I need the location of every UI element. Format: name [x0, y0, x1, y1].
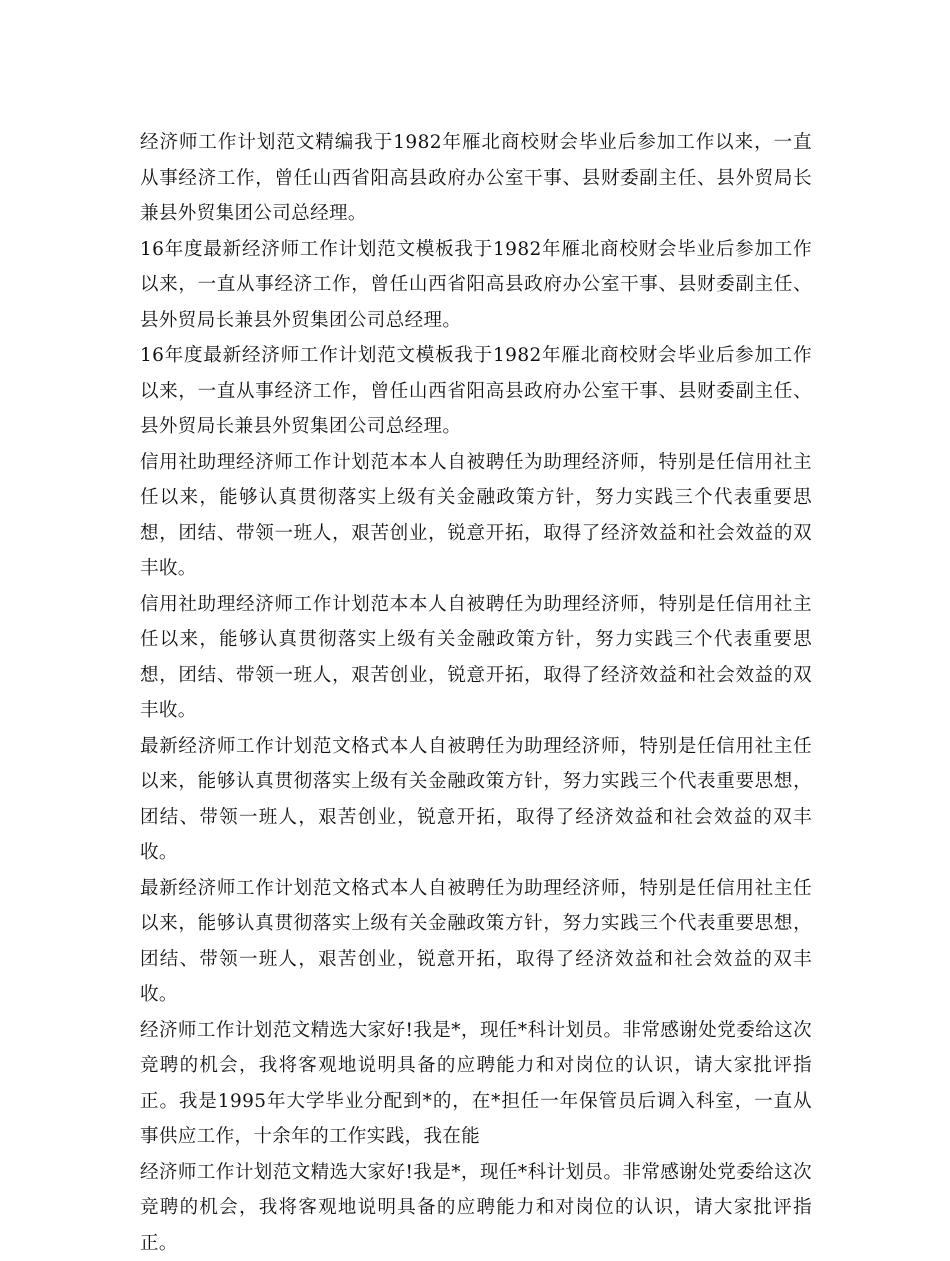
paragraph-1: 经济师工作计划范文精编我于1982年雁北商校财会毕业后参加工作以来，一直从事经济工作，曾任山西省阳高县政府办公室干事、县财委副主任、县外贸局长兼县外贸集团公司总经理。 [140, 125, 812, 232]
document-body [140, 125, 812, 1261]
paragraph-6: 最新经济师工作计划范文格式本人自被聘任为助理经济师，特别是任信用社主任以来，能够认真贯彻落实上级有关金融政策方针，努力实践三个代表重要思想，团结、带领一班人，艰苦创业，锐意开拓，取得了经济效益和社会效益的双丰收。 [140, 729, 812, 871]
paragraph-5: 信用社助理经济师工作计划范本本人自被聘任为助理经济师，特别是任信用社主任以来，能够认真贯彻落实上级有关金融政策方针，努力实践三个代表重要思想，团结、带领一班人，艰苦创业，锐意开拓，取得了经济效益和社会效益的双丰收。 [140, 587, 812, 729]
paragraph-9: 经济师工作计划范文精选大家好!我是*，现任*科计划员。非常感谢处党委给这次竞聘的机会，我将客观地说明具备的应聘能力和对岗位的认识，请大家批评指正。 [140, 1155, 812, 1261]
paragraph-4: 信用社助理经济师工作计划范本本人自被聘任为助理经济师，特别是任信用社主任以来，能够认真贯彻落实上级有关金融政策方针，努力实践三个代表重要思想，团结、带领一班人，艰苦创业，锐意开拓，取得了经济效益和社会效益的双丰收。 [140, 445, 812, 587]
paragraph-2: 16年度最新经济师工作计划范文模板我于1982年雁北商校财会毕业后参加工作以来，一直从事经济工作，曾任山西省阳高县政府办公室干事、县财委副主任、县外贸局长兼县外贸集团公司总经理。 [140, 232, 812, 339]
paragraph-8: 经济师工作计划范文精选大家好!我是*，现任*科计划员。非常感谢处党委给这次竞聘的机会，我将客观地说明具备的应聘能力和对岗位的认识，请大家批评指正。我是1995年大学毕业分配到*的，在*担任一年保管员后调入科室，一直从事供应工作，十余年的工作实践，我在能 [140, 1013, 812, 1155]
paragraph-7: 最新经济师工作计划范文格式本人自被聘任为助理经济师，特别是任信用社主任以来，能够认真贯彻落实上级有关金融政策方针，努力实践三个代表重要思想，团结、带领一班人，艰苦创业，锐意开拓，取得了经济效益和社会效益的双丰收。 [140, 871, 812, 1013]
paragraph-3: 16年度最新经济师工作计划范文模板我于1982年雁北商校财会毕业后参加工作以来，一直从事经济工作，曾任山西省阳高县政府办公室干事、县财委副主任、县外贸局长兼县外贸集团公司总经理。 [140, 338, 812, 445]
